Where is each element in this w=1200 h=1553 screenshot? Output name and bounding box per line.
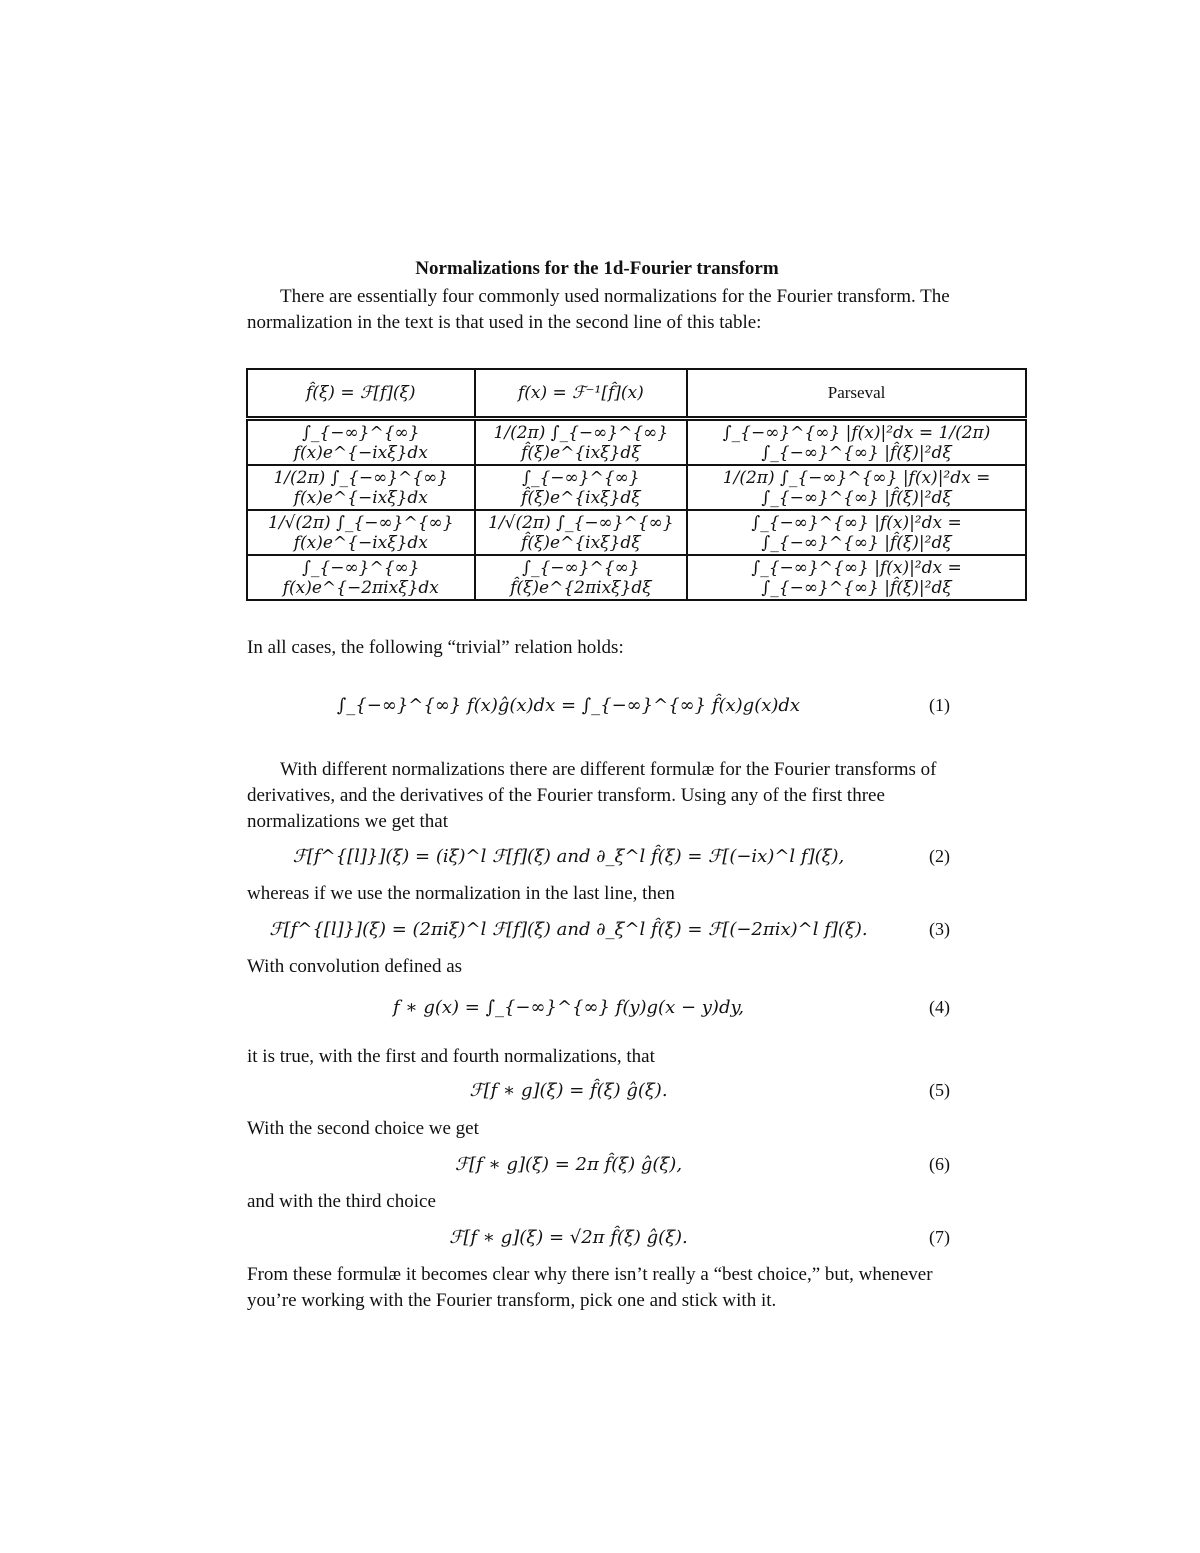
- table-header-cell: f(x) = ℱ⁻¹[f̂](x): [475, 369, 688, 419]
- table-row: [247, 510, 1026, 555]
- trivial-relation-text: In all cases, the following “trivial” relation holds:: [247, 637, 624, 658]
- equation-4: [247, 997, 950, 1023]
- third-choice-text: and with the third choice: [247, 1191, 436, 1212]
- equation-body: ℱ[f ∗ g](ξ) = f̂(ξ) ĝ(ξ).: [469, 1080, 668, 1101]
- first-fourth-text: it is true, with the first and fourth normalizations, that: [247, 1046, 655, 1067]
- derivatives-paragraph: With different normalizations there are different formulæ for the Fourier transforms of derivatives, and the derivatives of the Fourier transform. Using any of the first three normalizations we get that: [247, 759, 937, 832]
- equation-6: [247, 1154, 950, 1180]
- table-cell: ∫_{−∞}^{∞} |f(x)|²dx = ∫_{−∞}^{∞} |f̂(ξ)|²dξ: [687, 510, 1026, 555]
- table-cell: ∫_{−∞}^{∞} f(x)e^{−2πixξ}dx: [247, 555, 475, 600]
- equation-1: [247, 695, 950, 725]
- convolution-text: With convolution defined as: [247, 956, 463, 977]
- equation-body: ∫_{−∞}^{∞} f(x)ĝ(x)dx = ∫_{−∞}^{∞} f̂(x)g(x)dx: [336, 695, 801, 716]
- table-cell: ∫_{−∞}^{∞} f̂(ξ)e^{2πixξ}dξ: [475, 555, 688, 600]
- table-cell: 1/(2π) ∫_{−∞}^{∞} |f(x)|²dx = ∫_{−∞}^{∞} |f̂(ξ)|²dξ: [687, 465, 1026, 510]
- page-title: Normalizations for the 1d-Fourier transform: [415, 258, 779, 279]
- normalization-table: [246, 368, 1027, 601]
- table-header-cell: f̂(ξ) = ℱ[f](ξ): [247, 369, 475, 419]
- equation-number: (3): [929, 919, 950, 939]
- equation-number: (4): [929, 997, 950, 1017]
- equation-2: [247, 846, 950, 872]
- table-cell: ∫_{−∞}^{∞} |f(x)|²dx = 1/(2π) ∫_{−∞}^{∞} |f̂(ξ)|²dξ: [687, 419, 1026, 466]
- equation-body: ℱ[f^{[l]}](ξ) = (iξ)^l ℱ[f](ξ) and ∂_ξ^l f̂(ξ) = ℱ[(−ix)^l f](ξ),: [292, 846, 845, 867]
- equation-3: [247, 919, 950, 945]
- equation-number: (5): [929, 1080, 950, 1100]
- equation-number: (2): [929, 846, 950, 866]
- table-cell: 1/√(2π) ∫_{−∞}^{∞} f(x)e^{−ixξ}dx: [247, 510, 475, 555]
- table-row: [247, 555, 1026, 600]
- equation-number: (6): [929, 1154, 950, 1174]
- table-row: [247, 419, 1026, 466]
- table-cell: 1/√(2π) ∫_{−∞}^{∞} f̂(ξ)e^{ixξ}dξ: [475, 510, 688, 555]
- conclusion-paragraph: From these formulæ it becomes clear why there isn’t really a “best choice,” but, whenever you’re working with the Fourier transform, pick one and stick with it.: [247, 1264, 933, 1311]
- whereas-text: whereas if we use the normalization in the last line, then: [247, 883, 675, 904]
- table-cell: 1/(2π) ∫_{−∞}^{∞} f̂(ξ)e^{ixξ}dξ: [475, 419, 688, 466]
- table-cell: ∫_{−∞}^{∞} f(x)e^{−ixξ}dx: [247, 419, 475, 466]
- equation-body: ℱ[f ∗ g](ξ) = √2π f̂(ξ) ĝ(ξ).: [449, 1227, 688, 1248]
- intro-paragraph: There are essentially four commonly used normalizations for the Fourier transform. The normalization in the text is that used in the second line of this table:: [247, 286, 950, 333]
- equation-5: [247, 1080, 950, 1106]
- equation-number: (1): [929, 695, 950, 715]
- table-cell: ∫_{−∞}^{∞} |f(x)|²dx = ∫_{−∞}^{∞} |f̂(ξ)|²dξ: [687, 555, 1026, 600]
- equation-body: ℱ[f^{[l]}](ξ) = (2πiξ)^l ℱ[f](ξ) and ∂_ξ^l f̂(ξ) = ℱ[(−2πix)^l f](ξ).: [269, 919, 868, 940]
- equation-number: (7): [929, 1227, 950, 1247]
- table-header-row: [247, 369, 1026, 419]
- table-header-cell: Parseval: [687, 369, 1026, 419]
- second-choice-text: With the second choice we get: [247, 1118, 479, 1139]
- table-cell: 1/(2π) ∫_{−∞}^{∞} f(x)e^{−ixξ}dx: [247, 465, 475, 510]
- equation-body: f ∗ g(x) = ∫_{−∞}^{∞} f(y)g(x − y)dy,: [393, 997, 744, 1018]
- table-cell: ∫_{−∞}^{∞} f̂(ξ)e^{ixξ}dξ: [475, 465, 688, 510]
- equation-body: ℱ[f ∗ g](ξ) = 2π f̂(ξ) ĝ(ξ),: [454, 1154, 683, 1175]
- table-row: [247, 465, 1026, 510]
- equation-7: [247, 1227, 950, 1253]
